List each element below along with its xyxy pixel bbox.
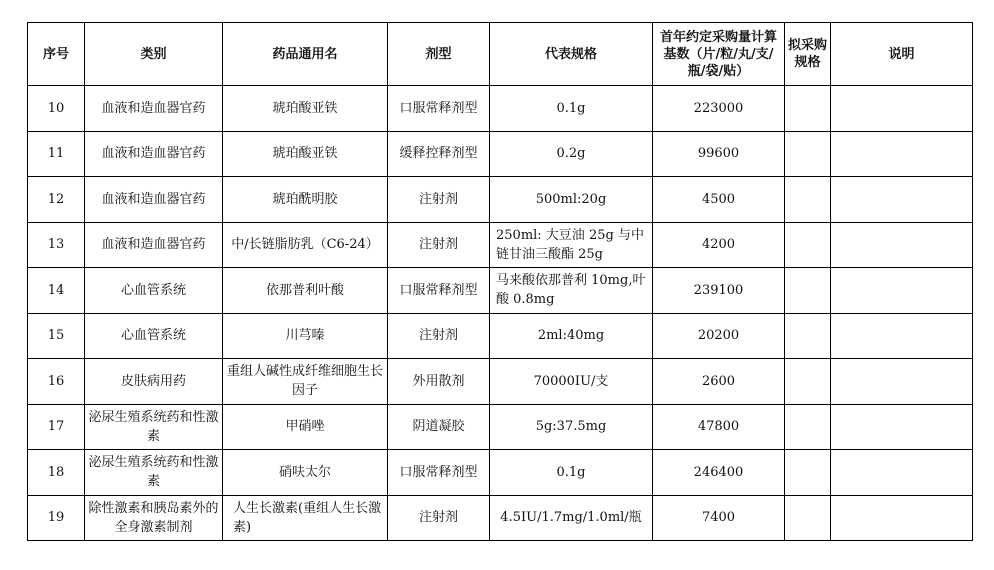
cell-category: 心血管系统 xyxy=(85,268,223,314)
cell-form: 注射剂 xyxy=(388,495,490,541)
cell-spec: 0.1g xyxy=(490,450,653,496)
cell-seq: 19 xyxy=(28,495,85,541)
cell-seq: 10 xyxy=(28,86,85,132)
table-row xyxy=(28,86,973,132)
cell-name: 重组人碱性成纤维细胞生长因子 xyxy=(223,359,388,405)
cell-form: 外用散剂 xyxy=(388,359,490,405)
table-header-row xyxy=(28,23,973,86)
table-row xyxy=(28,404,973,450)
cell-name: 琥珀酸亚铁 xyxy=(223,131,388,177)
cell-form: 注射剂 xyxy=(388,177,490,223)
cell-spec: 5g:37.5mg xyxy=(490,404,653,450)
table-row xyxy=(28,450,973,496)
cell-planned-spec xyxy=(785,313,831,359)
cell-spec: 0.2g xyxy=(490,131,653,177)
table-row xyxy=(28,222,973,268)
cell-planned-spec xyxy=(785,131,831,177)
header-quantity: 首年约定采购量计算基数（片/粒/丸/支/瓶/袋/贴） xyxy=(653,23,785,86)
cell-name: 依那普利叶酸 xyxy=(223,268,388,314)
cell-category: 皮肤病用药 xyxy=(85,359,223,405)
cell-name: 甲硝唑 xyxy=(223,404,388,450)
cell-notes xyxy=(831,404,973,450)
cell-planned-spec xyxy=(785,86,831,132)
cell-seq: 16 xyxy=(28,359,85,405)
header-notes: 说明 xyxy=(831,23,973,86)
cell-notes xyxy=(831,495,973,541)
header-name: 药品通用名 xyxy=(223,23,388,86)
cell-name: 中/长链脂肪乳（C6-24） xyxy=(223,222,388,268)
cell-seq: 17 xyxy=(28,404,85,450)
cell-name: 川芎嗪 xyxy=(223,313,388,359)
cell-notes xyxy=(831,359,973,405)
cell-quantity: 20200 xyxy=(653,313,785,359)
cell-notes xyxy=(831,222,973,268)
cell-form: 阴道凝胶 xyxy=(388,404,490,450)
cell-name: 人生长激素(重组人生长激素) xyxy=(223,495,388,541)
cell-form: 口服常释剂型 xyxy=(388,450,490,496)
cell-seq: 14 xyxy=(28,268,85,314)
table-row xyxy=(28,313,973,359)
cell-quantity: 239100 xyxy=(653,268,785,314)
cell-quantity: 47800 xyxy=(653,404,785,450)
cell-quantity: 246400 xyxy=(653,450,785,496)
cell-planned-spec xyxy=(785,495,831,541)
header-seq: 序号 xyxy=(28,23,85,86)
header-form: 剂型 xyxy=(388,23,490,86)
cell-planned-spec xyxy=(785,359,831,405)
table-row xyxy=(28,177,973,223)
header-spec: 代表规格 xyxy=(490,23,653,86)
cell-quantity: 99600 xyxy=(653,131,785,177)
cell-notes xyxy=(831,86,973,132)
cell-spec: 马来酸依那普利 10mg,叶酸 0.8mg xyxy=(490,268,653,314)
cell-quantity: 4200 xyxy=(653,222,785,268)
cell-form: 缓释控释剂型 xyxy=(388,131,490,177)
cell-planned-spec xyxy=(785,450,831,496)
cell-quantity: 4500 xyxy=(653,177,785,223)
cell-notes xyxy=(831,313,973,359)
cell-category: 泌尿生殖系统药和性激素 xyxy=(85,450,223,496)
cell-planned-spec xyxy=(785,222,831,268)
cell-form: 口服常释剂型 xyxy=(388,268,490,314)
cell-category: 血液和造血器官药 xyxy=(85,222,223,268)
cell-seq: 11 xyxy=(28,131,85,177)
cell-category: 血液和造血器官药 xyxy=(85,131,223,177)
table-row xyxy=(28,268,973,314)
cell-seq: 12 xyxy=(28,177,85,223)
table-row xyxy=(28,131,973,177)
cell-form: 注射剂 xyxy=(388,313,490,359)
cell-quantity: 2600 xyxy=(653,359,785,405)
cell-planned-spec xyxy=(785,177,831,223)
cell-notes xyxy=(831,450,973,496)
header-planned-spec: 拟采购规格 xyxy=(785,23,831,86)
header-category: 类别 xyxy=(85,23,223,86)
cell-form: 注射剂 xyxy=(388,222,490,268)
cell-spec: 500ml:20g xyxy=(490,177,653,223)
cell-category: 心血管系统 xyxy=(85,313,223,359)
cell-seq: 18 xyxy=(28,450,85,496)
cell-spec: 4.5IU/1.7mg/1.0ml/瓶 xyxy=(490,495,653,541)
cell-seq: 15 xyxy=(28,313,85,359)
cell-category: 血液和造血器官药 xyxy=(85,86,223,132)
drug-procurement-table xyxy=(27,22,973,541)
table-row xyxy=(28,359,973,405)
cell-quantity: 7400 xyxy=(653,495,785,541)
cell-name: 琥珀酰明胶 xyxy=(223,177,388,223)
cell-name: 琥珀酸亚铁 xyxy=(223,86,388,132)
cell-spec: 0.1g xyxy=(490,86,653,132)
cell-category: 除性激素和胰岛素外的全身激素制剂 xyxy=(85,495,223,541)
cell-spec: 2ml:40mg xyxy=(490,313,653,359)
cell-notes xyxy=(831,177,973,223)
cell-category: 血液和造血器官药 xyxy=(85,177,223,223)
cell-quantity: 223000 xyxy=(653,86,785,132)
cell-name: 硝呋太尔 xyxy=(223,450,388,496)
cell-spec: 250ml: 大豆油 25g 与中链甘油三酸酯 25g xyxy=(490,222,653,268)
cell-category: 泌尿生殖系统药和性激素 xyxy=(85,404,223,450)
cell-planned-spec xyxy=(785,268,831,314)
cell-form: 口服常释剂型 xyxy=(388,86,490,132)
cell-notes xyxy=(831,268,973,314)
table-row xyxy=(28,495,973,541)
cell-seq: 13 xyxy=(28,222,85,268)
cell-notes xyxy=(831,131,973,177)
cell-spec: 70000IU/支 xyxy=(490,359,653,405)
cell-planned-spec xyxy=(785,404,831,450)
